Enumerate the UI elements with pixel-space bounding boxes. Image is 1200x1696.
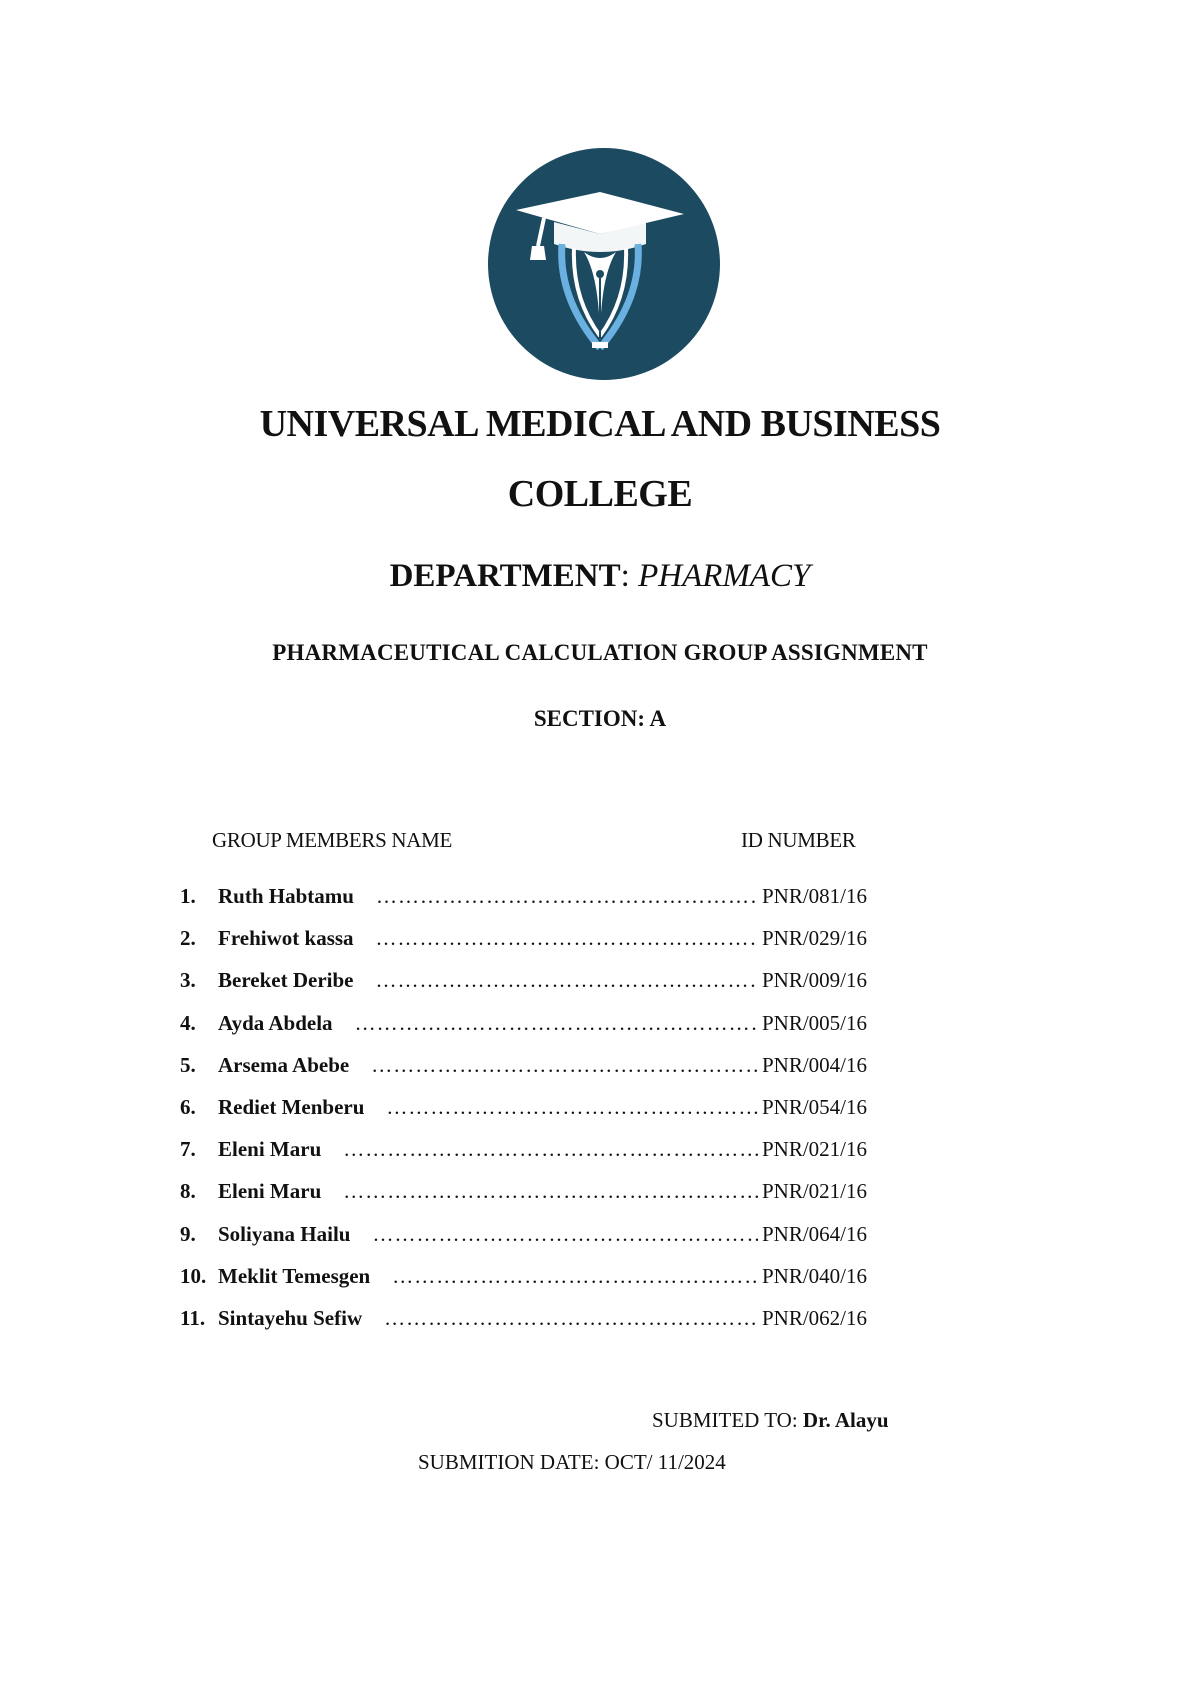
member-name: Meklit Temesgen [218, 1263, 371, 1288]
submitted-to-value: Dr. Alayu [802, 1408, 889, 1432]
member-id: PNR/081/16 [762, 884, 868, 908]
dot-leader [392, 1264, 758, 1289]
member-row [180, 1222, 900, 1264]
member-name: Ayda Abdela [218, 1010, 333, 1035]
submission-date-label: SUBMITION DATE: [418, 1450, 600, 1474]
section-label: SECTION: A [533, 706, 667, 731]
college-name-line1: UNIVERSAL MEDICAL AND BUSINESS [259, 403, 941, 445]
member-number: 2. [180, 926, 196, 951]
member-id: PNR/009/16 [762, 968, 868, 993]
submission-date-value: OCT/ 11/2024 [604, 1450, 726, 1474]
member-row [180, 1137, 900, 1179]
member-name: Soliyana Hailu [218, 1221, 351, 1246]
member-number: 3. [180, 968, 196, 993]
member-name: Bereket Deribe [218, 968, 354, 993]
member-row [180, 968, 900, 1010]
member-id: PNR/004/16 [762, 1052, 868, 1077]
dot-leader [355, 1011, 758, 1036]
department-value: PHARMACY [638, 558, 811, 594]
member-row [180, 1095, 900, 1137]
member-row [180, 926, 900, 968]
submission-date [418, 1450, 726, 1475]
dot-leader [343, 1137, 758, 1162]
dot-leader [384, 1306, 758, 1331]
college-name-line2: COLLEGE [507, 473, 693, 515]
member-name: Ruth Habtamu [218, 884, 354, 908]
member-row [180, 1264, 900, 1306]
member-number: 7. [180, 1137, 196, 1162]
member-name: Sintayehu Sefiw [218, 1305, 363, 1330]
dot-leader [376, 884, 758, 909]
member-id: PNR/029/16 [762, 926, 868, 951]
member-id: PNR/064/16 [762, 1221, 868, 1246]
member-number: 9. [180, 1221, 196, 1246]
member-number: 11. [180, 1305, 206, 1330]
member-name: Frehiwot kassa [218, 926, 354, 951]
department-separator: : [620, 558, 630, 594]
member-number: 1. [180, 884, 196, 908]
dot-leader [343, 1179, 758, 1204]
members-id-header: ID NUMBER [741, 828, 856, 852]
member-name: Arsema Abebe [218, 1052, 350, 1077]
dot-leader [371, 1053, 758, 1078]
member-row [180, 1011, 900, 1053]
department-label: DEPARTMENT [389, 558, 621, 594]
dot-leader [375, 968, 758, 993]
member-number: 4. [180, 1010, 196, 1035]
member-row [180, 884, 900, 926]
submitted-to-label: SUBMITED TO: [652, 1408, 798, 1432]
dot-leader [376, 926, 758, 951]
member-number: 6. [180, 1094, 196, 1119]
member-id: PNR/005/16 [762, 1010, 868, 1035]
submitted-to [652, 1408, 889, 1433]
member-number: 8. [180, 1179, 196, 1204]
assignment-title: PHARMACEUTICAL CALCULATION GROUP ASSIGNMENT [272, 640, 928, 665]
member-name: Rediet Menberu [218, 1094, 365, 1119]
member-row [180, 1179, 900, 1221]
member-row [180, 1053, 900, 1095]
member-number: 10. [180, 1263, 207, 1288]
member-name: Eleni Maru [218, 1137, 322, 1162]
member-number: 5. [180, 1052, 196, 1077]
members-list [180, 884, 900, 1348]
member-id: PNR/021/16 [762, 1137, 868, 1162]
member-name: Eleni Maru [218, 1179, 322, 1204]
department-heading [0, 558, 1200, 595]
member-row [180, 1306, 900, 1348]
member-id: PNR/054/16 [762, 1094, 868, 1119]
member-id: PNR/040/16 [762, 1263, 868, 1288]
college-logo-icon [488, 148, 720, 380]
members-name-header: GROUP MEMBERS NAME [212, 828, 453, 852]
dot-leader [386, 1095, 758, 1120]
member-id: PNR/021/16 [762, 1179, 868, 1204]
member-id: PNR/062/16 [762, 1305, 868, 1330]
dot-leader [372, 1222, 758, 1247]
